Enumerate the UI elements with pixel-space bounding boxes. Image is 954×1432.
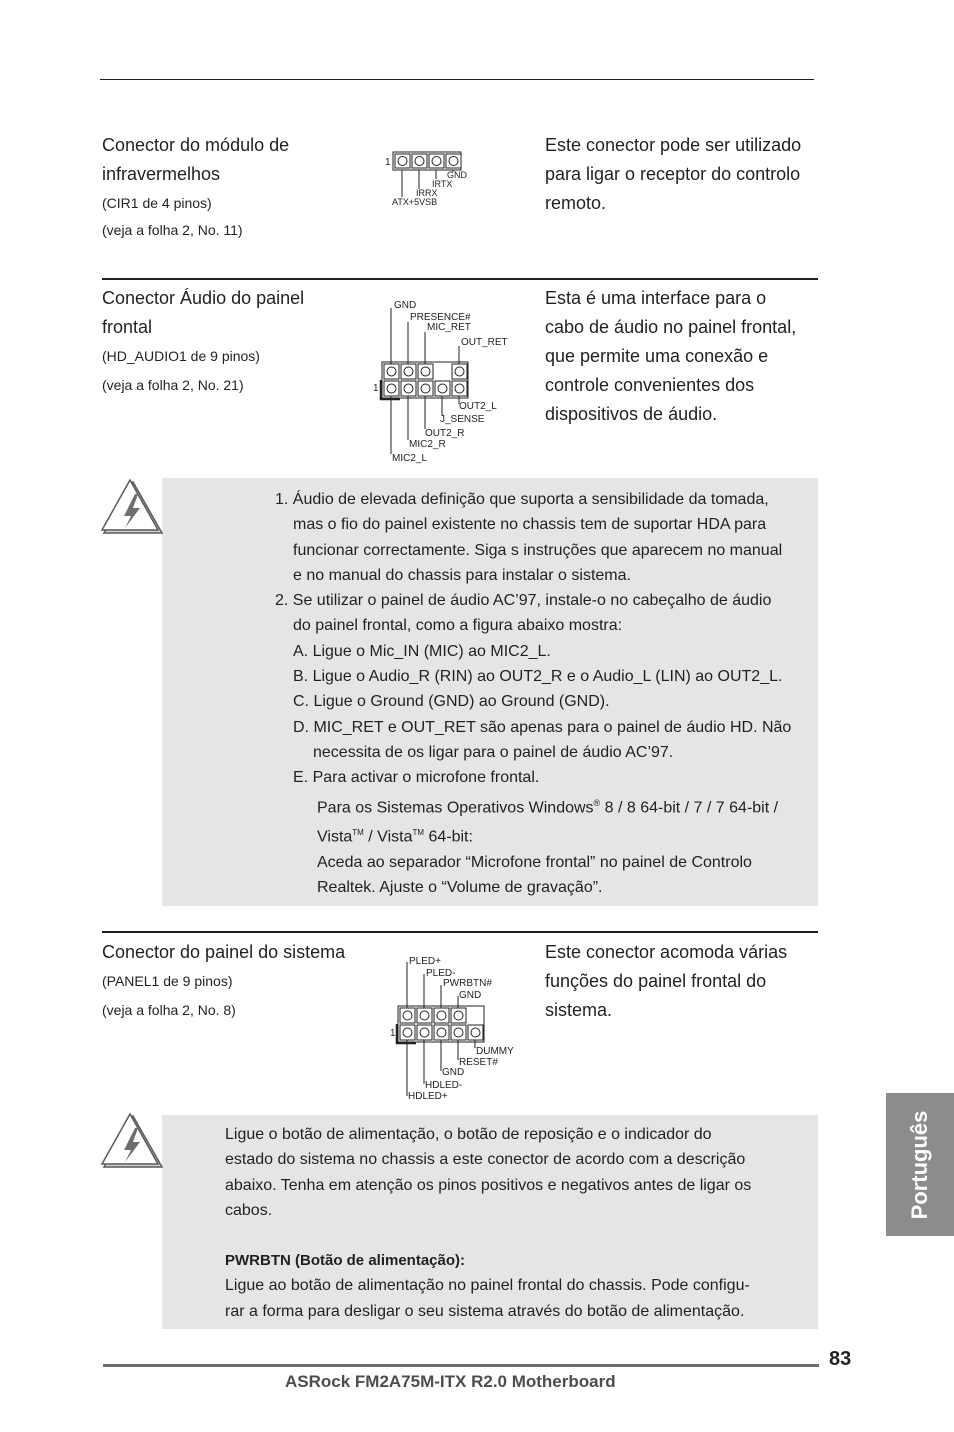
audio-j-sense-label: J_SENSE [440,414,485,425]
panel-hdled-p-label: HDLED+ [408,1091,448,1102]
audio-title [102,284,304,342]
panel-title: Conector do painel do sistema [102,942,346,962]
cir-title-line1: Conector do módulo de [102,135,290,155]
cir-desc-line2: para ligar o receptor do controlo [545,164,801,184]
warning-icon [100,1112,164,1170]
note1-line14b: / Vista [363,828,413,846]
note2-line2: estado do sistema no chassis a este conector de acordo com a descrição [225,1151,746,1169]
cir-pin-one-label: 1 [385,157,391,168]
note1-line14a: Vista [317,828,353,846]
panel-gnd-bot-label: GND [442,1067,465,1078]
panel-pin-one-label: 1 [390,1028,396,1039]
registered-mark: ® [593,797,601,808]
audio-desc-line2: cabo de áudio no painel frontal, [545,317,797,337]
panel-reset-label: RESET# [459,1057,498,1068]
warning-icon [100,478,164,536]
cir-desc-line1: Este conector pode ser utilizado [545,135,802,155]
cir-desc-line3: remoto. [545,193,607,213]
panel-pled-m-label: PLED- [426,968,456,979]
note1-line11: necessita de os ligar para o painel de áudio AC’97. [313,743,674,761]
note1-line4: e no manual do chassis para instalar o sistema. [293,566,631,584]
cir-sub2: (veja a folha 2, No. 11) [102,222,243,238]
language-tab [886,1093,954,1236]
panel-description [545,938,787,1025]
audio-title-line2: frontal [102,317,153,337]
cir-gnd-label: GND [447,170,467,180]
panel-sub2: (veja a folha 2, No. 8) [102,1002,236,1018]
note1-line2: mas o fio do painel existente no chassis tem de suportar HDA para [293,516,767,534]
note1-line13 [275,791,835,821]
note1-line8: B. Ligue o Audio_R (RIN) ao OUT2_R e o Audio_L (LIN) ao OUT2_L. [293,668,783,686]
note2-spacer [225,1223,805,1248]
audio-mic2-r-label: MIC2_R [409,439,446,450]
audio-gnd-label: GND [394,300,417,311]
note1-line7: A. Ligue o Mic_IN (MIC) ao MIC2_L. [293,642,551,660]
trademark-2: TM [412,828,425,838]
audio-pin-one-label: 1 [373,383,379,394]
cir-atx-label: ATX+5VSB [392,197,438,207]
panel-dummy-label: DUMMY [476,1046,514,1057]
audio-mic2-l-label: MIC2_L [392,453,428,464]
audio-out-ret-label: OUT_RET [461,337,508,348]
audio-out2-r-label: OUT2_R [425,428,465,439]
note2-heading: PWRBTN (Botão de alimentação): [225,1252,466,1270]
note1-line9: C. Ligue o Ground (GND) ao Ground (GND). [293,693,610,711]
panel-desc-line1: Este conector acomoda várias [545,942,788,962]
trademark-1: TM [352,828,364,838]
footer-bar [103,1364,819,1367]
note2-line3: abaixo. Tenha em atenção os pinos positivos e negativos antes de ligar os [225,1176,752,1194]
panel-rule [102,931,818,933]
note2-line5: Ligue ao botão de alimentação no painel frontal do chassis. Pode configu- [225,1277,750,1295]
note1-line16: Realtek. Ajuste o “Volume de gravação”. [317,879,603,897]
panel-pwrbtn-label: PWRBTN# [443,978,492,989]
cir-title [102,131,289,189]
note1-line13a: Para os Sistemas Operativos Windows [317,798,594,816]
page-number: 83 [829,1348,852,1370]
note1-line10: D. MIC_RET e OUT_RET são apenas para o painel de áudio HD. Não [293,718,792,736]
note1-line14c: 64-bit: [424,828,473,846]
audio-mic-ret-label: MIC_RET [427,322,471,333]
note1-line1: 1. Áudio de elevada definição que suporta a sensibilidade da tomada, [275,491,769,508]
cir-sub1: (CIR1 de 4 pinos) [102,195,212,211]
cir-description [545,131,801,218]
panel-pin-diagram [388,950,523,1102]
top-rule [100,79,814,80]
note1-line6: do painel frontal, como a figura abaixo mostra: [293,617,623,635]
cir-pin-diagram [380,145,480,215]
note2-line4: cabos. [225,1201,273,1219]
note2-line6: rar a forma para desligar o seu sistema através do botão de alimentação. [225,1302,745,1320]
panel-pled-p-label: PLED+ [409,956,441,967]
cir-title-line2: infravermelhos [102,164,221,184]
panel-sub1: (PANEL1 de 9 pinos) [102,973,233,989]
audio-desc-line1: Esta é uma interface para o [545,288,767,308]
footer-product: ASRock FM2A75M-ITX R2.0 Motherboard [285,1372,616,1391]
audio-title-line1: Conector Áudio do painel [102,288,305,308]
panel-gnd-top-label: GND [459,990,482,1001]
audio-presence-label: PRESENCE# [410,312,471,323]
note1-line12: E. Para activar o microfone frontal. [293,769,540,787]
audio-desc-line4: controle convenientes dos [545,375,755,395]
panel-desc-line3: sistema. [545,1000,613,1020]
language-tab-label: Português [907,1110,932,1219]
cir-irtx-label: IRTX [432,179,453,189]
note1-line14 [275,820,835,850]
note1-line13b: 8 / 8 64-bit / 7 / 7 64-bit / [600,798,779,816]
note2-line1: Ligue o botão de alimentação, o botão de reposição e o indicador do [225,1126,712,1143]
note1-line5: 2. Se utilizar o painel de áudio AC’97, instale-o no cabeçalho de áudio [275,592,772,610]
cir-irrx-label: IRRX [416,188,438,198]
audio-description [545,284,796,429]
audio-desc-line3: que permite uma conexão e [545,346,769,366]
note1-text [275,487,835,900]
audio-desc-line5: dispositivos de áudio. [545,404,718,424]
audio-pin-diagram [370,296,520,468]
audio-sub1: (HD_AUDIO1 de 9 pinos) [102,348,260,364]
audio-rule [102,278,818,280]
panel-desc-line2: funções do painel frontal do [545,971,767,991]
note1-line3: funcionar correctamente. Siga s instruções que aparecem no manual [293,541,783,559]
audio-sub2: (veja a folha 2, No. 21) [102,377,244,393]
audio-out2-l-label: OUT2_L [459,401,497,412]
note2-text [225,1122,805,1324]
note1-line15: Aceda ao separador “Microfone frontal” no painel de Controlo [317,853,752,871]
panel-hdled-m-label: HDLED- [425,1080,463,1091]
